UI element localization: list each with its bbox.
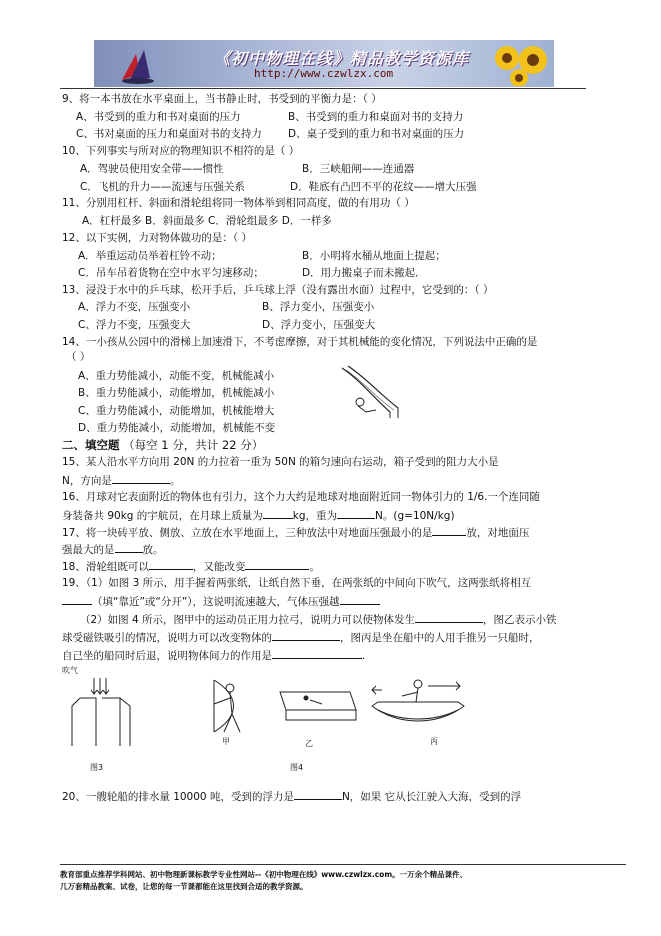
logo-icon	[116, 44, 156, 84]
q20-blank-1[interactable]	[294, 788, 342, 800]
figure-4-archer-illustration	[200, 676, 260, 736]
banner-url: http://www.czwlzx.com	[254, 67, 394, 80]
q11-options: A．杠杆最多 B．斜面最多 C．滑轮组最多 D．一样多	[82, 215, 332, 227]
footer-line-1: 教育部重点推荐学科网站、初中物理新课标教学专业性网站--《初中物理在线》www.czwlzx.com。一万余个精品课件、	[60, 870, 468, 879]
q13-option-d: D、浮力变小，压强变大	[262, 319, 376, 331]
q16-mass-blank[interactable]	[263, 507, 293, 519]
q9-option-b: B、书受到的重力和桌面对书的支持力	[288, 111, 464, 123]
q10-stem: 10、下列事实与所对应的物理知识不相符的是（ ）	[62, 145, 300, 157]
sunflower-icon	[489, 42, 551, 86]
q19-line5b: .	[362, 650, 366, 662]
q12-stem: 12、以下实例，力对物体做功的是：（ ）	[62, 232, 252, 244]
q9-option-c: C、书对桌面的压力和桌面对书的支持力	[76, 128, 262, 140]
q14-stem: 14、一小孩从公园中的滑梯上加速滑下，不考虑摩擦，对于其机械能的变化情况，下列说法中正确的是	[62, 336, 538, 348]
q14-answer-paren: （ ）	[66, 351, 91, 363]
header-divider	[60, 88, 586, 89]
footer-divider	[60, 864, 626, 865]
q19-blank-1[interactable]	[62, 593, 92, 605]
q16-line1: 16、月球对它表面附近的物体也有引力，这个力大约是地球对地面附近同一物体引力的 1/6.一个连同随	[62, 491, 540, 503]
figure-4-caption: 图4	[290, 763, 304, 772]
q19-line3b: ，图乙表示小铁	[483, 614, 557, 626]
q10-option-a: A．驾驶员使用安全带——惯性	[80, 163, 224, 175]
banner-title: 《初中物理在线》精品教学资源库	[214, 49, 470, 68]
q18-blank-2[interactable]	[245, 558, 309, 570]
q16-weight-blank[interactable]	[337, 507, 375, 519]
section-2-title: 二、填空题	[62, 438, 120, 452]
q10-option-d: D．鞋底有凸凹不平的花纹——增大压强	[290, 181, 477, 193]
q14-option-d: D、重力势能减小，动能增加，机械能不变	[78, 422, 276, 434]
figure-4-label-bing: 丙	[430, 737, 438, 746]
q16-text-b: kg，重为	[292, 510, 338, 522]
section-2-note: （每空 1 分，共计 22 分）	[123, 438, 264, 452]
figure-4-magnet-illustration	[270, 680, 360, 730]
figure-3-caption: 图3	[90, 763, 104, 772]
q19-blank-3[interactable]	[415, 611, 483, 623]
q19-blank-4[interactable]	[272, 629, 340, 641]
q15-end: 。	[169, 475, 181, 487]
q16-text-c: N。(g=10N/kg)	[375, 510, 455, 522]
q13-stem: 13、浸没于水中的乒乓球，松开手后，乒乓球上浮（没有露出水面）过程中，它受到的：（ ）	[62, 284, 494, 296]
q13-option-b: B、浮力变小，压强变小	[262, 301, 375, 313]
q11-stem: 11、分别用杠杆、斜面和滑轮组将同一物体举到相同高度，做的有用功（ ）	[62, 197, 415, 209]
q18-text-b: ，又能改变	[192, 561, 246, 573]
q19-line1: 19、（1）如图 3 所示，用手握着两张纸，让纸自然下垂，在两张纸的中间向下吹气，这两张纸将相互	[62, 577, 532, 589]
q15-unit: N，方向是	[62, 475, 112, 487]
q17-text-b: 放，对地面压	[466, 527, 530, 539]
q17-min-blank[interactable]	[432, 524, 466, 536]
header-banner	[94, 40, 554, 87]
q12-option-b: B．小明将水桶从地面上提起；	[302, 250, 446, 262]
slide-child-illustration	[336, 362, 404, 420]
q15-line1: 15、某人沿水平方向用 20N 的力拉着一重为 50N 的箱匀速向右运动，箱子受到的阻力大小是	[62, 456, 499, 468]
q12-option-d: D．用力搬桌子而未搬起．	[302, 267, 426, 279]
q17-text-d: 放。	[142, 544, 164, 556]
q19-line2: （填“靠近”或“分开”），这说明流速越大，气体压强越	[92, 596, 340, 608]
figure-4-boat-illustration	[368, 676, 468, 730]
footer-line-2: 几万套精品教案、试卷，让您的每一节课都能在这里找到合适的教学资源。	[60, 882, 308, 891]
q14-option-c: C、重力势能减小，动能增加，机械能增大	[78, 405, 275, 417]
q17-text-a: 17、将一块砖平放、侧放、立放在水平地面上，三种放法中对地面压强最小的是	[62, 527, 433, 539]
q10-option-b: B．三峡船闸——连通器	[302, 163, 415, 175]
q16-text-a: 身装备共 90kg 的宇航员，在月球上质量为	[62, 510, 263, 522]
q20-text-b: N，如果 它从长江驶入大海，受到的浮	[341, 791, 522, 803]
q14-option-b: B、重力势能减小，动能增加，机械能减小	[78, 387, 275, 399]
q12-option-c: C．吊车吊着货物在空中水平匀速移动；	[78, 267, 264, 279]
q19-line4a: 球受磁铁吸引的情况，说明力可以改变物体的	[62, 632, 272, 644]
q14-option-a: A、重力势能减小，动能不变，机械能减小	[78, 370, 275, 382]
q18-text-a: 18、滑轮组既可以	[62, 561, 149, 573]
q19-blank-5[interactable]	[272, 647, 362, 659]
q17-text-c: 强最大的是	[62, 544, 115, 556]
figure-4-label-yi: 乙	[305, 739, 313, 748]
q9-option-d: D、桌子受到的重力和书对桌面的压力	[288, 128, 465, 140]
q9-option-a: A、书受到的重力和书对桌面的压力	[76, 111, 241, 123]
q20-text-a: 20、一艘轮船的排水量 10000 吨，受到的浮力是	[62, 791, 294, 803]
q19-line3a: （2）如图 4 所示，图甲中的运动员正用力拉弓，说明力可以使物体发生	[80, 614, 416, 626]
blow-label: 吹气	[62, 666, 78, 675]
q19-line4b: ，图丙是坐在船中的人用手推另一只船时，	[340, 632, 540, 644]
figure-4-label-jia: 甲	[222, 737, 230, 746]
q10-option-c: C．飞机的升力——流速与压强关系	[80, 181, 245, 193]
q12-option-a: A．举重运动员举着杠铃不动；	[78, 250, 222, 262]
q15-direction-blank[interactable]	[112, 472, 170, 484]
q18-blank-1[interactable]	[149, 558, 193, 570]
q9-stem: 9、将一本书放在水平桌面上，当书静止时，书受到的平衡力是：（ ）	[62, 93, 382, 105]
q13-option-a: A、浮力不变，压强变小	[78, 301, 191, 313]
figure-3-paper-illustration	[62, 676, 142, 750]
q19-blank-2[interactable]	[340, 593, 380, 605]
q19-line5a: 自己坐的船同时后退，说明物体间力的作用是	[62, 650, 272, 662]
q13-option-c: C、浮力不变，压强变大	[78, 319, 191, 331]
q17-max-blank[interactable]	[115, 541, 143, 553]
q18-text-c: 。	[309, 561, 320, 573]
